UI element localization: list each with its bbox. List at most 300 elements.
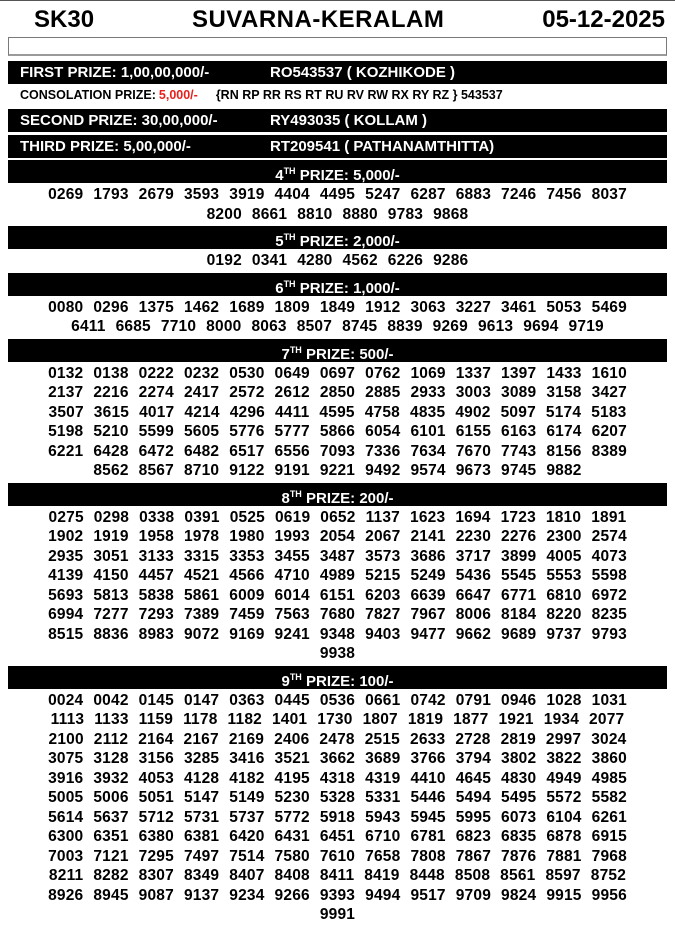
prize-number: 3075 [48,750,84,767]
prize-number: 9719 [568,318,604,335]
prize-number: 4318 [319,769,356,787]
prize-number: 5247 [365,186,401,203]
prize-number: 2574 [591,528,627,545]
prize-number: 7968 [591,847,627,865]
prize-number: 9234 [229,886,265,904]
prize-number: 6261 [591,808,627,826]
prize-number: 0661 [365,691,401,709]
prize-number: 8710 [183,462,220,479]
prize-number: 5943 [365,808,401,826]
prize-number: 3315 [183,547,220,565]
prize-number: 3353 [229,547,265,565]
prize-number: 5005 [48,789,84,806]
prize-number: 4128 [183,769,220,787]
prize-number: 9613 [477,318,514,335]
prize-number: 3689 [365,750,401,767]
prize-number: 8235 [591,606,627,623]
prize-number: 2406 [274,730,310,748]
prize-number: 7827 [365,606,401,623]
prize-number: 9991 [319,906,356,923]
prize-number: 1993 [274,528,310,545]
prize-number: 3133 [138,547,174,565]
prize-title: PRIZE: 500/- [301,345,394,363]
prize-number: 0042 [93,691,129,709]
prize-number: 0762 [365,364,401,382]
prize-number: 1401 [271,711,308,728]
prize-number: 7563 [274,606,310,623]
prize-number-row [8,403,667,423]
prize-number: 5174 [545,403,582,421]
prize-number: 6556 [274,442,310,460]
prize-number: 5712 [138,808,174,826]
prize-number: 8307 [138,867,174,884]
prize-number-row [8,808,667,828]
prize-number: 0536 [319,691,356,709]
prize-number: 1337 [455,364,492,382]
prize-number: 2274 [138,384,174,401]
prize-number: 5210 [93,423,129,440]
prize-number: 9915 [546,886,582,904]
prize-number: 6517 [229,442,265,460]
prize-number: 3686 [410,547,446,565]
prize-number: 7003 [48,847,84,865]
prize-number: 9286 [433,252,469,269]
prize-number: 5731 [183,808,220,826]
prize-number: 6174 [546,423,582,440]
prize-number-row [8,905,667,925]
prize-number: 7967 [410,606,446,623]
prize-number: 5777 [274,423,310,440]
prize-number: 6781 [410,828,446,845]
prize-title: PRIZE: 100/- [301,672,394,690]
prize-number: 4182 [229,769,265,787]
prize-number-row [8,730,667,750]
prize-number: 0946 [501,691,537,709]
prize-number: 9673 [455,462,492,479]
prize-number-row [8,298,667,318]
prize-number: 2300 [546,528,582,545]
prize-number: 6710 [365,828,401,845]
prize-number: 2054 [319,528,356,545]
prize-number: 9087 [138,886,174,904]
prize-number: 0338 [139,508,175,526]
prize-ordinal: 6 [275,279,284,297]
prize-number: 7808 [410,847,446,865]
prize-number: 3063 [410,298,446,316]
prize-number: 4139 [48,567,84,584]
prize-number: 9793 [591,625,627,643]
prize-number: 3507 [48,403,84,421]
prize-number: 6915 [591,828,627,845]
prize-number: 8411 [319,867,355,884]
prize-number: 8515 [48,625,84,643]
prize-number: 5995 [455,808,492,826]
prize-number: 6771 [501,586,537,604]
prize-number: 7293 [138,606,174,623]
prize-number: 7658 [365,847,401,865]
prize-number: 4005 [546,547,582,565]
prize-section-header [8,483,667,506]
prize-number: 1723 [500,508,536,526]
prize-number: 6972 [591,586,627,604]
prize-number: 1793 [93,186,129,203]
prize-number: 4758 [364,403,401,421]
prize-number: 6073 [501,808,537,826]
prize-number: 8983 [138,625,174,643]
prize-number: 0742 [410,691,446,709]
prize-number: 5436 [455,567,492,584]
prize-number: 6226 [387,252,424,269]
prize-number: 8349 [183,867,220,884]
prize-number: 6054 [365,423,401,440]
prize-number: 8508 [454,867,491,884]
prize-number: 3003 [455,384,492,401]
prize-section-9th [8,666,667,925]
prize-number: 9403 [365,625,401,643]
prize-number: 5693 [48,586,84,604]
prize-number: 5494 [455,789,492,806]
prize-number: 4835 [410,403,446,421]
prize-number: 8184 [501,606,537,623]
second-prize-winner: RY493035 ( KOLLAM ) [270,112,427,129]
prize-number-row [8,422,667,442]
prize-number: 1433 [546,364,582,382]
prize-number: 3932 [93,769,129,787]
prize-number: 0363 [229,691,265,709]
prize-title: PRIZE: 2,000/- [295,233,400,250]
third-prize-label: THIRD PRIZE: 5,00,000/- [20,138,191,155]
prize-title: PRIZE: 5,000/- [295,167,400,184]
prize-number: 8156 [546,442,582,460]
prize-number: 8880 [342,205,378,223]
prize-number: 3794 [455,750,492,767]
prize-number: 7336 [365,442,401,460]
prize-number: 2885 [365,384,401,401]
third-prize-bar [8,135,667,158]
prize-number: 9266 [274,886,310,904]
prize-number: 9191 [274,462,310,479]
prize-number: 7710 [160,318,197,335]
prize-ordinal-suffix: TH [283,166,296,176]
prize-number: 6009 [229,586,265,604]
prize-number: 1809 [274,298,310,316]
prize-number: 0530 [229,364,265,382]
prize-number: 6639 [410,586,446,604]
prize-number: 5599 [138,423,174,440]
prize-number: 6300 [48,828,84,845]
prize-number-row [8,586,667,606]
prize-number: 2515 [364,730,401,748]
prize-number: 7876 [501,847,537,865]
prize-number-row [8,461,667,481]
prize-number-row [8,827,667,847]
prize-number: 4495 [319,186,356,203]
empty-notice-bar [8,37,667,56]
prize-number: 0697 [319,364,356,382]
prize-number: 1921 [498,711,534,728]
prize-number: 0445 [274,691,310,709]
prize-number: 8926 [48,886,84,904]
prize-number: 3051 [93,547,129,565]
prize-number: 9868 [433,205,469,223]
prize-number: 4830 [501,769,537,787]
prize-number: 8200 [206,205,242,223]
prize-number: 3427 [591,384,627,401]
prize-number: 4985 [591,769,627,787]
prize-number-row [8,251,667,271]
prize-number: 9072 [183,625,220,643]
prize-number-row [8,769,667,789]
prize-number: 0192 [206,252,242,269]
prize-number: 8407 [229,867,265,884]
prize-number-row [8,886,667,906]
prize-number: 7277 [93,606,129,623]
prize-section-header [8,160,667,183]
prize-number: 8562 [93,462,129,479]
prize-number: 5598 [591,567,627,584]
prize-number: 1113 [50,711,85,728]
prize-number: 5866 [319,423,356,440]
prize-number: 5945 [410,808,446,826]
prize-title: PRIZE: 1,000/- [295,279,400,297]
prize-number: 0145 [138,691,174,709]
prize-number: 1980 [229,528,265,545]
prize-number: 4150 [93,567,129,584]
prize-number: 5328 [319,789,356,806]
prize-number: 2100 [48,730,84,748]
prize-number: 9745 [501,462,537,479]
prize-number: 3455 [274,547,310,565]
prize-number: 4296 [229,403,265,421]
prize-number: 1978 [183,528,220,545]
prize-number: 0024 [48,691,84,709]
prize-number: 5147 [183,789,220,806]
prize-number: 9824 [501,886,537,904]
prize-number: 3461 [501,298,537,316]
prize-number: 6151 [319,586,356,604]
prize-number: 6104 [546,808,582,826]
prize-number: 8389 [591,442,627,460]
prize-number: 1819 [407,711,444,728]
prize-number: 9709 [455,886,492,904]
prize-number: 2612 [274,384,310,401]
prize-number: 4319 [365,769,401,787]
prize-number: 2167 [183,730,219,748]
prize-number: 8063 [251,318,287,335]
prize-number: 4073 [591,547,627,565]
prize-number: 1730 [317,711,353,728]
prize-number: 1028 [546,691,582,709]
prize-number: 9137 [183,886,220,904]
prize-section-5th [8,226,667,271]
prize-ordinal: 5 [275,233,284,250]
consolation-series: {RN RP RR RS RT RU RV RW RX RY RZ } 543537 [215,88,503,102]
prize-number: 5215 [365,567,401,584]
prize-number: 4017 [139,403,175,421]
prize-number: 6380 [138,828,174,845]
prize-number: 7497 [183,847,220,865]
prize-number: 3285 [183,750,220,767]
prize-number: 9122 [229,462,265,479]
prize-number: 2164 [138,730,174,748]
prize-number: 1031 [591,691,627,709]
prize-number: 7670 [455,442,492,460]
prize-number: 4645 [455,769,492,787]
prize-number: 5918 [319,808,356,826]
prize-number: 6203 [365,586,401,604]
prize-number: 4562 [342,252,378,269]
prize-number: 0619 [274,508,311,526]
prize-number: 1877 [453,711,489,728]
prize-ordinal-suffix: TH [289,671,302,682]
prize-number: 4195 [274,769,310,787]
prize-number-row [8,625,667,645]
prize-number: 5006 [93,789,129,806]
prize-number-row [8,847,667,867]
prize-number: 8810 [297,205,333,223]
prize-number: 5249 [410,567,446,584]
prize-number-row [8,749,667,769]
prize-number: 0341 [251,252,288,269]
prize-ordinal: 8 [281,489,290,507]
prize-ordinal-suffix: TH [283,232,296,242]
prize-number: 8661 [251,205,288,223]
lottery-result-sheet [0,1,675,925]
prize-number: 8945 [93,886,129,904]
prize-number: 2276 [501,528,537,545]
prize-number: 2850 [319,384,356,401]
prize-number: 6431 [274,828,310,845]
prize-number: 5553 [546,567,582,584]
prize-number-row [8,508,667,528]
prize-number: 4989 [319,567,356,584]
prize-number: 6155 [455,423,492,440]
prize-number: 2067 [365,528,401,545]
prize-number-row [8,364,667,384]
prize-number: 9393 [319,886,356,904]
prize-number: 3593 [183,186,220,203]
prize-number: 4595 [319,403,355,421]
prize-number: 7456 [546,186,582,203]
prize-number: 1069 [410,364,446,382]
prize-number: 4280 [297,252,333,269]
prize-number: 0080 [48,298,84,316]
prize-number: 9221 [319,462,356,479]
prize-number: 1610 [591,364,627,382]
prize-number: 3802 [501,750,537,767]
prize-number: 6685 [115,318,151,335]
second-prize-bar [8,109,667,132]
prize-number: 1182 [227,711,262,728]
prize-number: 1902 [48,528,84,545]
prize-number: 3766 [410,750,446,767]
prize-number: 3717 [455,547,492,565]
prize-number: 0298 [93,508,130,526]
prize-number-row [8,442,667,462]
prize-number: 9492 [365,462,401,479]
prize-number: 3521 [274,750,310,767]
prize-number: 1849 [319,298,356,316]
prize-ordinal: 7 [281,345,290,363]
prize-number: 5737 [229,808,265,826]
prize-number-row [8,605,667,625]
prize-number: 0138 [93,364,129,382]
prize-number: 5097 [500,403,536,421]
prize-section-7th [8,339,667,481]
prize-number: 9269 [432,318,468,335]
prize-number: 0791 [455,691,492,709]
prize-number: 9477 [410,625,446,643]
prize-number: 2997 [545,730,582,748]
prize-number: 6472 [138,442,174,460]
prize-number: 7514 [229,847,265,865]
prize-number: 9882 [546,462,582,479]
prize-number: 0269 [48,186,84,203]
prize-number: 8037 [591,186,627,203]
prize-section-header [8,666,667,689]
prize-number: 4214 [184,403,220,421]
prize-number: 8567 [138,462,174,479]
prize-number: 0275 [48,508,84,526]
prize-number: 9494 [365,886,401,904]
prize-number: 5614 [48,808,84,826]
prize-number-row [8,788,667,808]
prize-number: 2137 [48,384,84,401]
prize-number: 0525 [229,508,265,526]
prize-section-8th [8,483,667,664]
prize-number: 9694 [523,318,559,335]
prize-number: 3573 [365,547,401,565]
prize-number: 4566 [229,567,265,584]
masthead [8,6,667,34]
prize-number: 7867 [455,847,492,865]
prize-number: 0652 [320,508,356,526]
consolation-prize-row [8,86,667,106]
prize-ordinal-suffix: TH [283,278,296,289]
prize-number: 4902 [455,403,491,421]
prize-number: 9241 [274,625,310,643]
prize-number: 5198 [48,423,84,440]
prize-number: 8507 [296,318,333,335]
prize-number: 7459 [229,606,265,623]
prize-number: 1133 [94,711,129,728]
prize-number: 1689 [229,298,265,316]
prize-number: 6835 [501,828,537,845]
prize-number: 0232 [183,364,220,382]
prize-number: 0222 [138,364,174,382]
prize-number: 6482 [183,442,220,460]
prize-number-row [8,317,667,337]
prize-number: 2141 [410,528,446,545]
prize-number: 2819 [500,730,536,748]
prize-number: 4053 [138,769,174,787]
prize-number: 6823 [455,828,492,845]
prize-number-row [8,527,667,547]
prize-number: 6207 [591,423,627,440]
prize-number: 1934 [543,711,580,728]
prize-number-row [8,566,667,586]
prize-number: 1810 [545,508,582,526]
prize-number: 6428 [93,442,129,460]
prize-number: 0147 [183,691,220,709]
prize-ordinal-suffix: TH [289,344,302,355]
prize-number: 3024 [591,730,627,748]
prize-number: 6994 [48,606,84,623]
prize-number: 5572 [546,789,582,806]
prize-number: 2572 [229,384,265,401]
prize-number: 5605 [183,423,220,440]
prize-number: 1919 [93,528,129,545]
